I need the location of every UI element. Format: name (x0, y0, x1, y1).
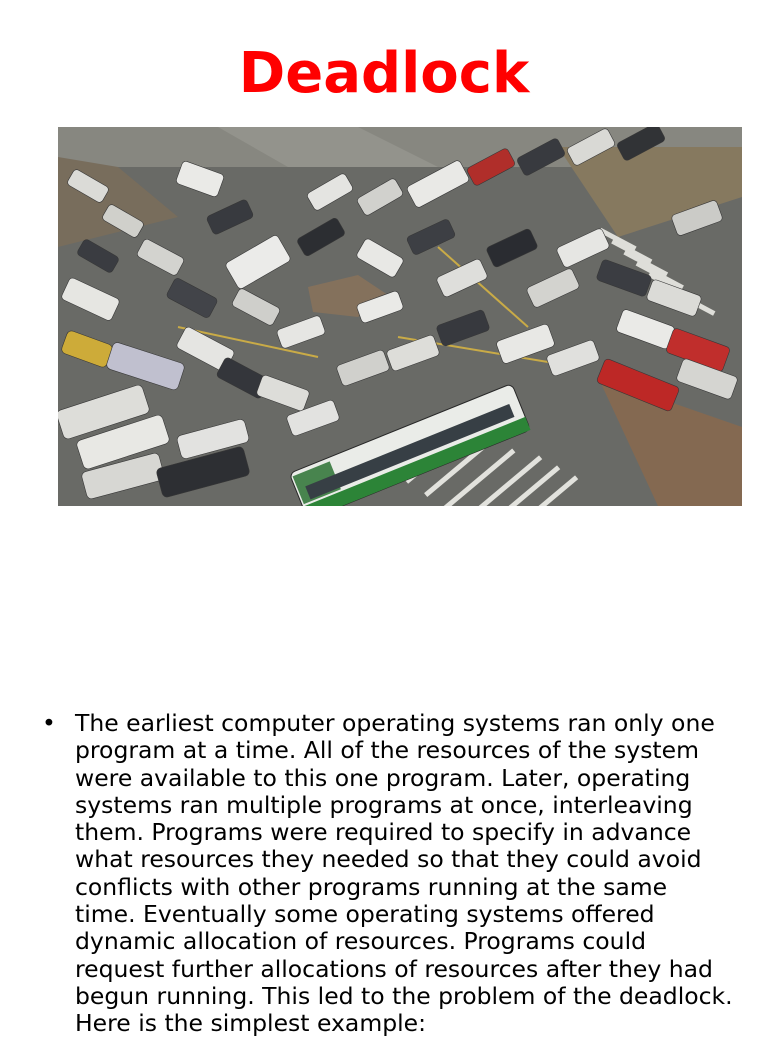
traffic-jam-photo (58, 127, 742, 506)
bullet-marker: • (42, 709, 56, 737)
slide-title: Deadlock (238, 41, 530, 106)
bullet-text: The earliest computer operating systems ran only one program at a time. All of the resources of the system were available to this one program. Later, operating systems ran multiple programs at once, interleaving them. Programs were required to specify in advance what resources they needed so that they could avoid conflicts with other programs running at the same time. Eventually some operating systems offered dynamic allocation of resources. Programs could request further allocations of resources after they had begun running. This led to the problem of the deadlock. Here is the simplest example: (75, 709, 733, 1038)
